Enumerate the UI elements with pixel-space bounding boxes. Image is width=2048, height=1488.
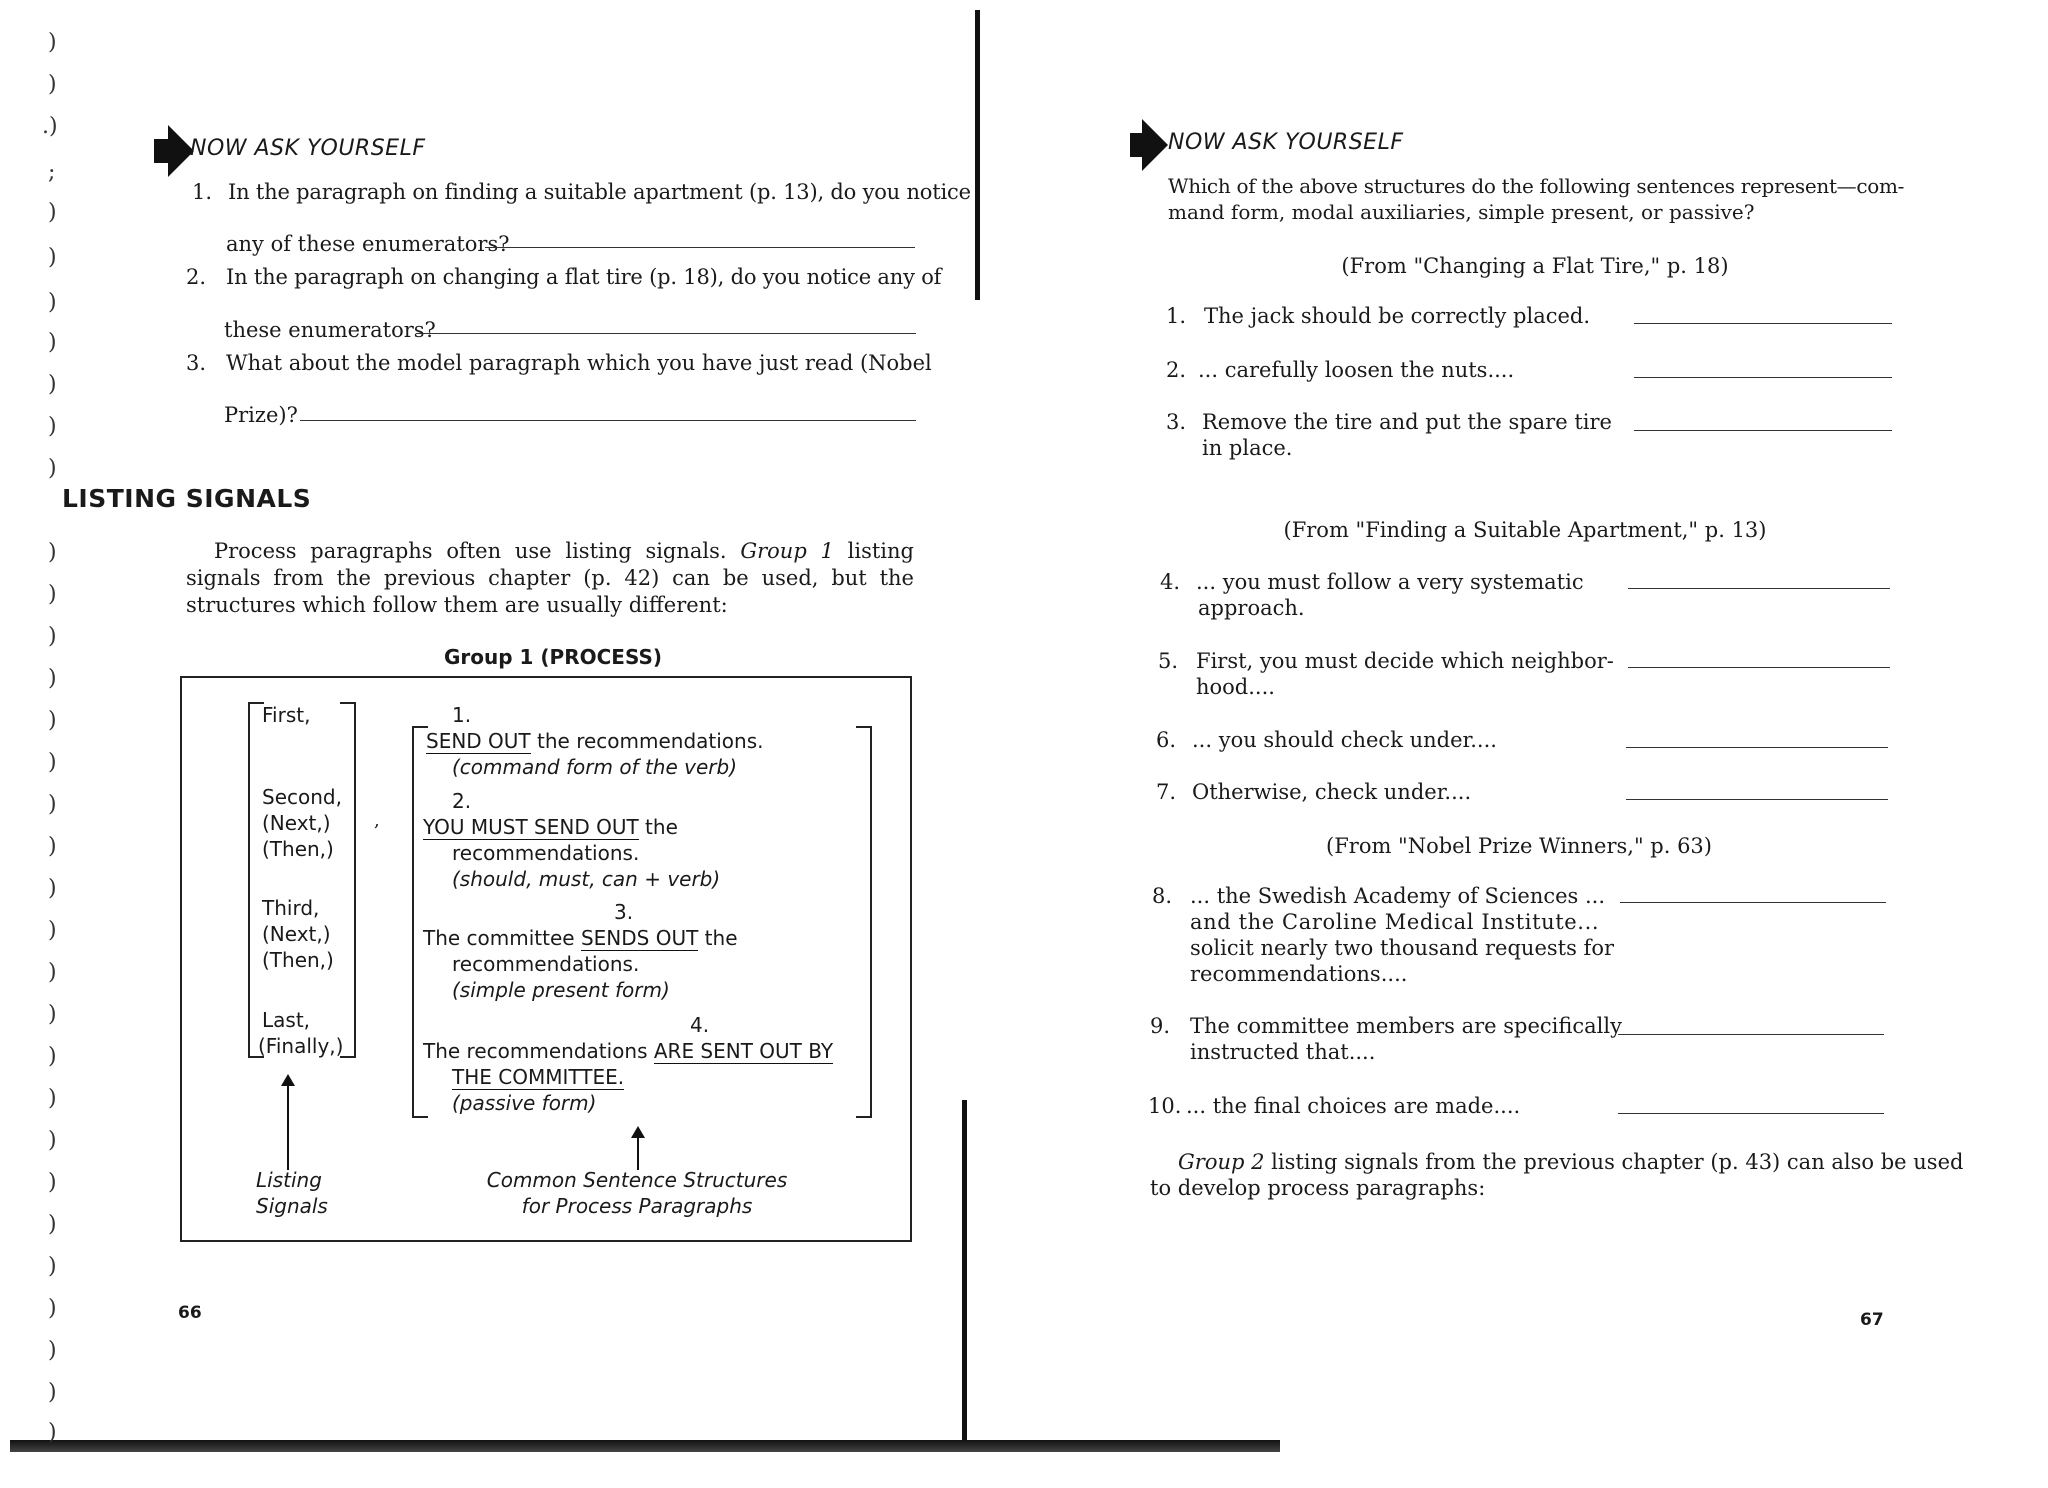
closing-post: listing signals from the previous chapter (p. 43) can also be used	[1264, 1150, 1964, 1174]
item-7-line1: Otherwise, check under....	[1192, 780, 1472, 804]
structures-bracket-right	[856, 726, 872, 1118]
page-number-left: 66	[178, 1303, 202, 1323]
item-2-line1: ... carefully loosen the nuts....	[1198, 358, 1515, 382]
structure-4-text	[423, 1038, 833, 1064]
item-10-line1: ... the final choices are made....	[1186, 1094, 1521, 1118]
page-number-right: 67	[1860, 1310, 1884, 1330]
up-arrow-icon-right	[637, 1134, 639, 1170]
answer-line-3[interactable]	[300, 420, 916, 421]
question-3-line2: Prize)?	[224, 403, 298, 427]
item-num-8: 8.	[1152, 884, 1173, 908]
center-spine	[975, 10, 980, 300]
item-5-line2: hood....	[1196, 675, 1275, 699]
structure-2-underlined: YOU MUST SEND OUT	[423, 815, 639, 839]
source-apartment: (From "Finding a Suitable Apartment," p. 13)	[1283, 518, 1767, 542]
structure-3-pre: The committee	[423, 926, 581, 950]
item-5-line1: First, you must decide which neighbor-	[1196, 649, 1614, 673]
item-num-9: 9.	[1150, 1014, 1171, 1038]
answer-line-1[interactable]	[485, 247, 915, 248]
bottom-shadow-bar	[10, 1440, 1280, 1452]
answer-line-item-10[interactable]	[1618, 1113, 1884, 1114]
structure-4-note: (passive form)	[452, 1091, 597, 1115]
answer-line-2[interactable]	[416, 333, 916, 334]
intro-group: Group 1	[740, 539, 834, 563]
up-arrow-head-left	[281, 1074, 295, 1086]
signal-last: Last,	[262, 1008, 311, 1032]
structure-3-cont: recommendations.	[452, 952, 640, 976]
structure-1-text	[426, 728, 764, 754]
center-spine-lower	[962, 1100, 967, 1445]
intro-pre: Process paragraphs often use listing signals.	[214, 539, 727, 563]
item-8-line4: recommendations....	[1190, 962, 1408, 986]
item-num-2: 2.	[1166, 358, 1187, 382]
answer-line-item-9[interactable]	[1618, 1034, 1884, 1035]
question-num-2: 2.	[186, 265, 207, 289]
question-1-line1: In the paragraph on finding a suitable apartment (p. 13), do you notice	[228, 180, 971, 204]
closing-line2: to develop process paragraphs:	[1150, 1176, 1486, 1200]
item-9-line1: The committee members are specifically	[1190, 1014, 1622, 1038]
structure-4-cont	[452, 1064, 624, 1090]
intro-paragraph	[186, 538, 914, 619]
item-num-5: 5.	[1158, 649, 1179, 673]
item-1-line1: The jack should be correctly placed.	[1204, 304, 1591, 328]
structure-3-underlined: SENDS OUT	[580, 926, 699, 950]
structure-2-cont: recommendations.	[452, 841, 640, 865]
item-num-1: 1.	[1166, 304, 1187, 328]
signals-bracket-left	[248, 702, 264, 1058]
item-num-7: 7.	[1156, 780, 1177, 804]
caption-signals: Signals	[256, 1194, 328, 1218]
answer-line-item-3[interactable]	[1634, 430, 1892, 431]
answer-line-item-4[interactable]	[1628, 588, 1890, 589]
question-num-1: 1.	[192, 180, 213, 204]
structure-4-underlined: ARE SENT OUT BY	[653, 1039, 834, 1063]
caption-process: for Process Paragraphs	[521, 1194, 753, 1218]
structure-4-cont-underlined: THE COMMITTEE.	[452, 1065, 625, 1089]
structure-num-3: 3.	[614, 900, 634, 924]
answer-line-item-7[interactable]	[1626, 799, 1888, 800]
caption-common: Common Sentence Structures	[486, 1168, 788, 1192]
structure-num-1: 1.	[452, 703, 472, 727]
answer-line-item-5[interactable]	[1628, 667, 1890, 668]
answer-line-item-6[interactable]	[1626, 747, 1888, 748]
structure-3-post: the	[698, 926, 738, 950]
structure-3-note: (simple present form)	[452, 978, 670, 1002]
signal-second: Second,	[262, 785, 342, 809]
item-4-line2: approach.	[1198, 596, 1305, 620]
answer-line-item-1[interactable]	[1634, 323, 1892, 324]
ask-heading-right: NOW ASK YOURSELF	[1168, 130, 1404, 155]
structure-2-note: (should, must, can + verb)	[452, 867, 721, 891]
structure-2-text	[423, 814, 678, 840]
structure-num-2: 2.	[452, 789, 472, 813]
question-1-line2: any of these enumerators?	[226, 232, 510, 256]
item-6-line1: ... you should check under....	[1192, 728, 1497, 752]
signal-third: Third,	[262, 896, 320, 920]
signal-first: First,	[262, 703, 311, 727]
signal-second-then: (Then,)	[262, 837, 334, 861]
closing-line1	[1178, 1148, 1963, 1176]
item-num-3: 3.	[1166, 410, 1187, 434]
structure-num-4: 4.	[690, 1013, 710, 1037]
up-arrow-head-right	[631, 1126, 645, 1138]
structure-2-post: the	[638, 815, 678, 839]
item-4-line1: ... you must follow a very systematic	[1196, 570, 1584, 594]
item-8-line2: and the Caroline Medical Institute...	[1190, 910, 1600, 934]
item-9-line2: instructed that....	[1190, 1040, 1376, 1064]
stray-mark: ,	[374, 810, 380, 831]
source-flat-tire: (From "Changing a Flat Tire," p. 18)	[1341, 254, 1729, 278]
signal-third-next: (Next,)	[262, 922, 331, 946]
structure-4-pre: The recommendations	[423, 1039, 654, 1063]
question-num-3: 3.	[186, 351, 207, 375]
question-2-line2: these enumerators?	[224, 318, 436, 342]
instructions-line2: mand form, modal auxiliaries, simple present, or passive?	[1168, 200, 1755, 224]
box-title: Group 1 (PROCESS)	[444, 645, 663, 669]
intro-post: listing signals from the previous chapter (p. 42) can be used, but the structures which follow them are usually different:	[186, 539, 914, 617]
structure-3-text	[423, 925, 738, 951]
signal-finally: (Finally,)	[258, 1034, 344, 1058]
item-3-line1: Remove the tire and put the spare tire	[1202, 410, 1612, 434]
up-arrow-icon-left	[287, 1082, 289, 1170]
instructions-line1: Which of the above structures do the following sentences represent—com-	[1168, 174, 1905, 198]
signals-bracket-right	[340, 702, 356, 1058]
question-2-line1: In the paragraph on changing a flat tire (p. 18), do you notice any of	[226, 265, 942, 289]
item-8-line1: ... the Swedish Academy of Sciences ...	[1190, 884, 1606, 908]
caption-listing: Listing	[256, 1168, 322, 1192]
structure-1-post: the recommendations.	[530, 729, 764, 753]
item-num-4: 4.	[1160, 570, 1181, 594]
question-3-line1: What about the model paragraph which you have just read (Nobel	[226, 351, 932, 375]
item-3-line2: in place.	[1202, 436, 1293, 460]
structure-1-note: (command form of the verb)	[452, 755, 737, 779]
item-num-10: 10.	[1148, 1094, 1182, 1118]
structure-1-underlined: SEND OUT	[426, 729, 531, 753]
section-title: LISTING SIGNALS	[62, 484, 312, 513]
answer-line-item-2[interactable]	[1634, 377, 1892, 378]
signal-second-next: (Next,)	[262, 811, 331, 835]
signal-third-then: (Then,)	[262, 948, 334, 972]
source-nobel: (From "Nobel Prize Winners," p. 63)	[1326, 834, 1712, 858]
ask-heading-left: NOW ASK YOURSELF	[190, 136, 426, 161]
closing-group: Group 2	[1178, 1150, 1265, 1174]
item-num-6: 6.	[1156, 728, 1177, 752]
answer-line-item-8[interactable]	[1620, 902, 1886, 903]
item-8-line3: solicit nearly two thousand requests for	[1190, 936, 1614, 960]
